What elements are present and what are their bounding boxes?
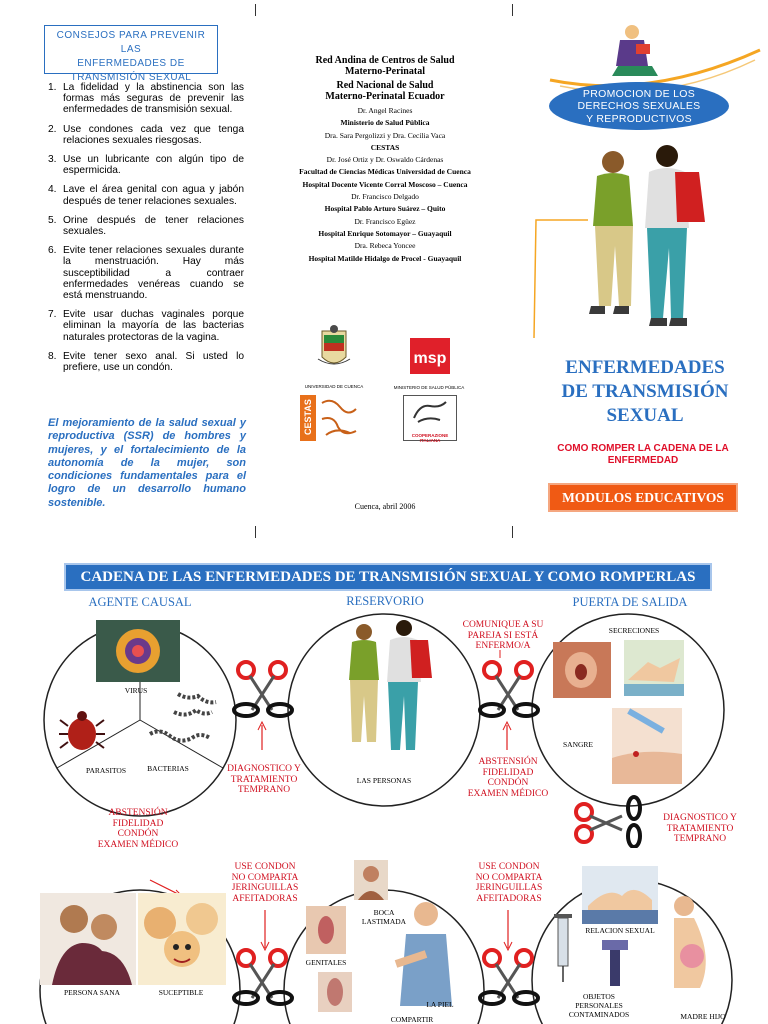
syringe-icon [548, 914, 578, 984]
list-item [48, 154, 244, 176]
university-logo [300, 323, 368, 389]
cestas-emblem-icon [300, 395, 364, 441]
list-item [48, 215, 244, 237]
subtitle [546, 443, 740, 467]
diagnostico-note-2 [650, 813, 750, 845]
note-line: USE CONDON [478, 862, 540, 872]
diagnostico-note [218, 764, 310, 796]
credit-line: Facultad de Ciencias Médicas Universidad de Cuenca [299, 167, 471, 177]
broken-chain-scissors-icon [474, 948, 544, 1010]
network-name: Red Andina de Centros de Salud Materno-Perinatal [315, 55, 455, 77]
madre-hijo-label: MADRE HIJO [680, 1012, 726, 1021]
couple-bed-image-2 [582, 866, 658, 924]
credit-line: Hospital Docente Vicente Corral Moscoso – Cuenca [302, 179, 468, 189]
mouth-image [354, 860, 388, 900]
list-item [48, 82, 244, 116]
label-line: LASTIMADA [361, 917, 407, 926]
tip-number: 1. [48, 82, 57, 93]
tip-text: Lave el área genital con agua y jabón después de tener relaciones sexuales. [63, 184, 244, 207]
tips-title-line: TRANSMISIÓN SEXUAL [70, 72, 192, 83]
shield-icon [300, 323, 368, 379]
subtitle-line: COMO ROMPER LA CADENA DE LA [557, 443, 729, 454]
susceptible-label: SUCEPTIBLE [158, 988, 204, 997]
list-item [48, 184, 244, 206]
sangre-label: SANGRE [562, 740, 593, 749]
la-piel-label: LA PIEL [426, 1000, 454, 1009]
bacterias-label: BACTERIAS [147, 764, 189, 773]
compartir-label: COMPARTIR [390, 1015, 434, 1024]
credits-block [285, 56, 485, 265]
tip-number: 3. [48, 154, 57, 166]
tips-title-box [44, 25, 218, 83]
credit-line: Hospital Pablo Arturo Suárez – Quito [324, 204, 446, 214]
msp-logo [388, 336, 470, 391]
tips-list [48, 82, 244, 381]
tip-text: Evite tener sexo anal. Si usted lo prefiere, use un condón. [63, 350, 244, 374]
note-line: FIDELIDAD [482, 767, 534, 778]
note-line: DIAGNOSTICO Y [227, 764, 301, 774]
main-title [550, 356, 740, 428]
note-line: JERINGUILLAS [231, 883, 299, 894]
tip-number: 2. [48, 123, 57, 135]
note-line: PAREJA SI ESTÁ [467, 630, 539, 641]
list-item [48, 309, 244, 343]
reservorio-heading: RESERVORIO [346, 594, 424, 608]
svg-text:msp: msp [413, 350, 447, 367]
note-line: COMUNIQUE A SU [462, 620, 544, 630]
credit-line: Dr. Angel Racines [357, 106, 413, 115]
closing-paragraph: El mejoramiento de la salud sexual y reproductiva (SSR) de hombres y mujeres, y el fortalecimiento de la autonomía de la mujer, son condiciones fundamentales para el logro de un desarrollo humano sostenible. [48, 417, 246, 509]
condon-note-2 [466, 862, 552, 904]
credit-line: Dr. José Ortiz y Dr. Oswaldo Cárdenas [326, 155, 444, 165]
tip-number: 5. [48, 214, 57, 226]
note-line: ENFERMO/A [475, 641, 531, 652]
label-line: CONTAMINADOS [568, 1010, 630, 1019]
condon-note [222, 862, 308, 904]
tip-text: Orine después de tener relaciones sexuales. [63, 214, 244, 238]
tip-text: Use un lubricante con algún tipo de espermicida. [63, 154, 244, 177]
tips-title-line: ENFERMEDADES DE [77, 58, 185, 69]
credit-line: CESTAS [370, 142, 400, 152]
credit-line: Hospital Enrique Sotomayor – Guayaquil [318, 228, 452, 238]
comunique-note [455, 620, 551, 652]
promo-line: PROMOCION DE LOS [582, 88, 696, 100]
cooperazione-logo [403, 395, 457, 441]
note-line: TEMPRANO [673, 834, 727, 845]
list-item [48, 245, 244, 301]
couple-illustration [575, 142, 715, 342]
label-line: BOCA [373, 908, 395, 917]
logo-caption: UNIVERSIDAD DE CUENCA [304, 384, 364, 389]
tip-text: La fidelidad y la abstinencia son las formas más seguras de prevenir las enfermedades de transmisión sexual. [63, 82, 244, 116]
agente-causal-heading: AGENTE CAUSAL [88, 595, 192, 609]
couple-photo [40, 893, 136, 985]
note-line: AFEITADORAS [476, 893, 542, 904]
credit-line: Hospital Matilde Hidalgo de Procel - Guayaquil [308, 253, 462, 263]
note-line: TEMPRANO [237, 785, 291, 796]
note-line: JERINGUILLAS [475, 883, 543, 894]
note-line: USE CONDON [234, 862, 296, 872]
tip-text: Evite usar duchas vaginales porque eliminan la mayoría de las bacterias naturales protectoras de la vagina. [63, 309, 244, 343]
razor-icon [594, 938, 634, 988]
label-line: OBJETOS [583, 992, 615, 1001]
title-line: ENFERMEDADES [565, 357, 725, 378]
modules-label: MODULOS EDUCATIVOS [548, 483, 738, 512]
parasitos-label: PARASITOS [85, 766, 127, 775]
tip-number: 8. [48, 350, 57, 362]
note-line: ABSTENSIÓN [478, 757, 538, 767]
relacion-sexual-label: RELACION SEXUAL [585, 926, 655, 935]
las-personas-label: LAS PERSONAS [356, 776, 412, 785]
abstension-note-2 [90, 808, 186, 850]
list-item [48, 124, 244, 146]
pregnant-mother-image [654, 894, 714, 1010]
virus-label: VIRUS [124, 686, 148, 695]
list-item [48, 351, 244, 373]
promo-line: Y REPRODUCTIVOS [586, 112, 692, 125]
genitales-label: GENITALES [305, 958, 347, 967]
title-line: SEXUAL [606, 405, 684, 426]
objetos-label [562, 992, 636, 1019]
hands-icon [404, 396, 456, 428]
place-date: Cuenca, abril 2006 [354, 502, 416, 511]
cestas-logo [300, 395, 364, 441]
genital-image [306, 906, 346, 954]
skin-injection-image [392, 894, 462, 1006]
title-line: DE TRANSMISIÓN [561, 381, 729, 402]
label-line: PERSONALES [575, 1001, 623, 1010]
note-line: CONDÓN [487, 778, 529, 789]
broken-chain-scissors-icon [228, 948, 298, 1010]
note-line: CONDÓN [117, 829, 159, 840]
cartoon-group [138, 893, 226, 985]
tips-title-line: CONSEJOS PARA PREVENIR LAS [56, 30, 206, 55]
rights-promo-oval [549, 82, 729, 130]
note-line: AFEITADORAS [232, 893, 298, 904]
chain-banner: CADENA DE LAS ENFERMEDADES DE TRANSMISIÓN SEXUAL Y COMO ROMPERLAS [64, 563, 712, 591]
promo-line: DERECHOS SEXUALES [577, 100, 701, 113]
tip-number: 7. [48, 309, 57, 321]
note-line: ABSTENSIÓN [108, 808, 168, 818]
tip-text: Use condones cada vez que tenga relaciones sexuales riesgosas. [63, 123, 244, 146]
note-line: EXAMEN MÉDICO [467, 788, 549, 799]
credit-line: Dr. Francisco Delgado [351, 192, 419, 202]
secreciones-label: SECRECIONES [608, 626, 660, 635]
note-line: NO COMPARTA [231, 872, 299, 883]
credit-line: Ministerio de Salud Pública [340, 118, 430, 128]
note-line: FIDELIDAD [112, 818, 164, 829]
abstension-note [464, 757, 552, 799]
credit-line: Dra. Rebeca Yoncee [354, 241, 416, 251]
reading-person-icon [612, 25, 658, 76]
credit-line: Dra. Sara Pergolizzi y Dra. Cecilia Vaca [324, 130, 446, 140]
note-line: EXAMEN MÉDICO [97, 839, 179, 850]
persona-sana-label: PERSONA SANA [63, 988, 121, 997]
network-name: Red Nacional de Salud Materno-Perinatal Ecuador [325, 80, 445, 102]
note-line: NO COMPARTA [475, 872, 543, 883]
puerta-salida-heading: PUERTA DE SALIDA [572, 595, 688, 609]
note-line: TRATAMIENTO [666, 823, 734, 834]
tip-text: Evite tener relaciones sexuales durante la menstruación. Hay más susceptibilidad a contraer enfermedades venéreas cuando se está menstruando. [63, 245, 244, 302]
note-line: TRATAMIENTO [230, 774, 298, 785]
subtitle-line: ENFERMEDAD [607, 455, 679, 466]
genital-image-2 [318, 972, 352, 1012]
logo-caption: MINISTERIO DE SALUD PÚBLICA [393, 385, 465, 390]
logo-cestas-text: CESTAS [303, 399, 313, 435]
logo-caption: COOPERAZIONE ITALIANA [411, 433, 449, 443]
tip-number: 4. [48, 184, 57, 196]
msp-emblem-icon [388, 336, 470, 380]
credit-line: Dr. Francisco Egüez [354, 216, 416, 226]
tip-number: 6. [48, 245, 57, 257]
note-line: DIAGNOSTICO Y [663, 813, 737, 823]
